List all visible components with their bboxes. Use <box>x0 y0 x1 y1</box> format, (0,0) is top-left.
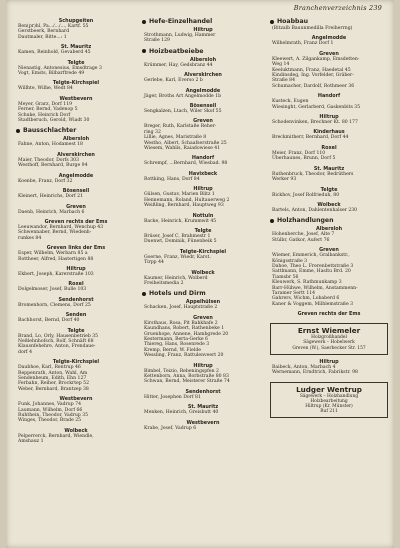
list-item: Tirpp 44 <box>144 260 164 266</box>
directory-section <box>142 363 264 385</box>
location-heading: Greven rechts der Ems <box>44 218 108 225</box>
location-heading: Greven links der Ems <box>46 245 106 252</box>
list-item: Maier, Theodor, Dorfs 303 <box>18 157 79 163</box>
list-item: Weg 14 <box>272 62 290 68</box>
list-item: Gülsen, Gustav, Marien Blitz 1 <box>144 192 215 198</box>
list-item: Kleuwerk, S. Rathmunkamp 3 <box>272 280 342 286</box>
list-item: Pelperrerck, Bernhard, Wiendle, <box>18 433 94 439</box>
list-item: Bartels, Anton, Dahlentenhalser 230 <box>272 207 358 213</box>
list-item: Gahrers, Wichm, Lobaberd 6 <box>272 296 340 302</box>
location-heading: Telgte <box>67 59 85 66</box>
category-title: Holzhandlungen <box>277 217 334 225</box>
directory-section <box>270 93 388 110</box>
directory-section <box>270 51 388 89</box>
directory-section <box>142 171 264 182</box>
list-item: Wilhelmrath, Franz Dorf 1 <box>272 41 334 47</box>
category-title: Hoizbeatbeiebe <box>149 47 204 55</box>
list-item: Stülbr, Gatkor, Aufert 76 <box>272 237 330 243</box>
list-item: Kirsthaus, Rosa, Pit Bahkhafe 2 <box>144 320 218 326</box>
directory-section <box>16 44 136 55</box>
list-item: Werker 93 <box>272 177 297 183</box>
directory-section <box>142 88 264 99</box>
location-heading: Greven <box>193 314 213 321</box>
category-heading <box>270 217 388 224</box>
location-heading: Greven <box>319 247 339 254</box>
directory-section <box>16 428 136 445</box>
directory-section <box>16 152 136 169</box>
list-item: Willhte, Wilhe, Wedt 84 <box>18 86 73 92</box>
category-heading <box>142 290 264 297</box>
ad-line: Sägewerk – Hobelwerk <box>303 340 355 346</box>
list-item: Wernemann, Erndtrich, Fabrikstr. 98 <box>272 370 358 376</box>
location-heading: Handorf <box>191 155 215 162</box>
list-item: Krümmer, Hay, Gedsbranz 44 <box>144 62 213 68</box>
list-item: Thiereg, Hans, Rosenrede 3 <box>144 342 210 348</box>
location-heading: Angelmodde <box>58 172 94 179</box>
location-heading: Greven <box>66 203 86 210</box>
location-heading: Telgte <box>320 186 338 193</box>
bullet-icon <box>142 20 146 24</box>
list-item: Taramer Sertt 114 <box>272 290 316 296</box>
directory-section <box>16 204 136 215</box>
directory-section <box>16 80 136 91</box>
category-title: Hotels und Dirm <box>149 290 206 298</box>
location-heading: St. Mauritz <box>187 404 219 411</box>
list-item: Sengkalzen, Ltach, Wiler Skof 55 <box>144 109 222 115</box>
ad-line: Holzbearbeitung <box>310 398 348 404</box>
location-heading: Alverskirchen <box>57 151 95 158</box>
directory-section <box>16 60 136 77</box>
bullet-icon <box>142 292 146 296</box>
list-item: Weber, Bernhard, Brantzep 38 <box>18 386 89 392</box>
list-item: Menken, Heinrich, Greisbutt 40 <box>144 410 219 416</box>
location-heading: Senden <box>65 312 87 319</box>
directory-section <box>142 118 264 151</box>
list-item: Westho, Albert, Schaafserstraße 25 <box>144 140 227 146</box>
list-item: Ekbert, Joseph, Karerstraße 103 <box>18 271 94 277</box>
directory-section <box>270 18 388 31</box>
list-item: Straße 84 <box>272 78 296 84</box>
directory-section <box>142 213 264 224</box>
location-heading: Alverskirchen <box>184 72 222 79</box>
list-item: Breger, Ruth, Karlstaße Reher- <box>144 124 217 130</box>
directory-page <box>6 0 394 548</box>
list-item: Brand, Lo, Orly, Hausenbetrieb 35 <box>18 333 99 339</box>
list-item: Meier, Franz, Dorf 110 <box>272 150 326 156</box>
location-heading: Telgte <box>194 227 212 234</box>
bullet-icon <box>142 49 146 53</box>
directory-section <box>142 315 264 359</box>
list-item: Tiamsbr 56 <box>272 274 299 280</box>
list-item: Königsstraße 3 <box>272 258 308 264</box>
location-heading: Westbevern <box>186 419 220 426</box>
list-item: Westhoff, Bernhard, Burge 94 <box>18 163 88 169</box>
directory-section <box>16 96 136 124</box>
directory-section <box>270 145 388 162</box>
list-item: dorf 4 <box>18 349 32 355</box>
location-heading: Wolbeck <box>191 269 215 276</box>
list-item: Bachhorst, Bernd, Dorf 40 <box>18 318 80 324</box>
list-item: Kindinsdeg, Ing. Vorfelder, Gräber- <box>272 73 354 79</box>
directory-section <box>16 281 136 292</box>
location-heading: Angelmodde <box>185 87 221 94</box>
list-item: Brüser, Josef C, Brahmestr 1 <box>144 233 211 239</box>
list-item: Sendenbeum, Edith, Ehn 127 <box>18 376 87 381</box>
list-item: Wiesinght, Gerlarberd, Gaskenbits 35 <box>272 104 361 110</box>
directory-section <box>16 396 136 424</box>
list-item: Duenwt, Dominik, Fünenbeik 5 <box>144 239 217 245</box>
directory-section <box>270 202 388 213</box>
directory-section <box>270 166 388 183</box>
list-item: Wessling, Franz, Rattulenveert 20 <box>144 353 224 359</box>
list-item: Sattlmann, Emme, Hasltu Brd. 20 <box>272 269 351 275</box>
list-item: Goerne, Franz, Wiedr, Karst. <box>144 254 211 260</box>
directory-section <box>16 359 136 392</box>
list-item: Wiesem, Wahlis, Raiadowiese 41 <box>144 146 221 152</box>
list-item: Überhaunes, Brunn, Dorf 5 <box>272 156 336 162</box>
directory-section <box>142 290 264 310</box>
list-item: Dahoe, Theo L. Frerenbettstraße 3 <box>272 263 354 269</box>
list-item: Kettenborn, Anna, Borbstraße 80 83 <box>144 374 229 379</box>
directory-section <box>142 48 264 68</box>
list-item: Backe, Heinrich, Krummwit 45 <box>144 218 217 224</box>
directory-section <box>16 245 136 262</box>
list-item: Jäger, Broths Art Angelmodde 1b <box>144 93 222 99</box>
location-heading: Havixbeck <box>188 170 218 177</box>
directory-section <box>142 103 264 114</box>
directory-section <box>142 270 264 287</box>
location-heading: Telgte-Kirchspiel <box>52 359 100 366</box>
location-heading: Schupgeiten <box>58 18 94 24</box>
list-item: Nienastig, Antonesius, Emsdtrage 3 <box>18 65 102 71</box>
location-heading: Westbevern <box>59 95 93 102</box>
directory-section <box>16 173 136 184</box>
list-item: Schumacher, Dardolf, Rothmeer 36 <box>272 83 355 89</box>
location-heading: Appelhülsen <box>185 299 221 306</box>
category-title: Hefe-Einzelhandel <box>149 18 213 25</box>
location-heading: Roxel <box>321 144 337 151</box>
directory-section <box>142 186 264 208</box>
list-item: Gruenhope, Annene, Hambgrede 20 <box>144 331 229 337</box>
location-heading: Westbevern <box>59 396 93 403</box>
location-heading: Hiltrup <box>193 27 213 33</box>
list-item: Bimbel, Teizio, Rebeningspfen 2 <box>144 368 219 374</box>
list-item: Kleewert, A. Zilgankamp, Emsdetten- <box>272 56 360 62</box>
directory-section <box>16 266 136 277</box>
directory-section <box>16 219 136 241</box>
directory-section <box>16 127 136 147</box>
location-heading: Wolbeck <box>317 201 341 208</box>
list-item: Keeluktmann, Franz, Haedetal 45 <box>272 67 351 73</box>
list-item: Kleinert, Heinrichs, Dorf 21 <box>18 194 84 200</box>
list-item: Vogt, Emsts, Bilbarftrede 49 <box>18 71 85 77</box>
list-item: Daubhoe, Karl, Rentrup 46 <box>18 365 81 371</box>
directory-section <box>270 35 388 46</box>
ad-line: Hiltrup (Kr. Münster) <box>305 404 353 410</box>
list-item: Kusteck, Eugen <box>272 99 309 105</box>
ad-line: Sägewerk – Holzhandlung <box>299 393 359 399</box>
advertisement-box <box>270 382 388 419</box>
ad-line: Holzgroßhandel <box>311 335 347 341</box>
location-heading: Greven <box>319 50 339 57</box>
ad-company-name: Ernst Wiemeler <box>297 326 361 336</box>
list-item: Ruhthein, Theodor, Vadrup 35 <box>18 413 89 419</box>
list-item: Reppenrath, Anton, Wahl, Am <box>18 370 88 376</box>
list-item: Amshauz 1 <box>18 439 44 445</box>
location-heading: Greven <box>193 118 213 125</box>
location-heading: Hiltrup <box>193 186 213 193</box>
list-item: Strothmann, Ludwig, Hammer <box>144 33 216 38</box>
list-item: Dolgelmoser, Josef, Bulle 103 <box>18 287 87 293</box>
location-heading: Angelmodde <box>311 35 347 42</box>
location-heading: Telgte-Kirchspiel <box>52 80 100 87</box>
column-1 <box>16 14 136 542</box>
category-heading <box>270 18 388 25</box>
list-item: Kaundhans, Robert, Rathenbeke 1 <box>144 326 225 332</box>
list-item: Ruthenbruck, Theodor, Bedrüthers <box>272 171 354 177</box>
list-item: Gerlebe, Karl, Everso 2 b <box>144 78 203 84</box>
list-item: Schwennaber, Bernd, Wiedenh- <box>18 230 92 236</box>
list-item: Weißling, Bernhard, Hauptweg 93 <box>144 203 224 209</box>
list-item: Schwan, Bernd, Meisterer Straße 74 <box>144 379 230 385</box>
list-item: Daenb, Heinrich, Marbach 6 <box>18 209 85 215</box>
location-heading: Telgte <box>67 327 85 334</box>
list-item: Gerstbeerk, Bernhard <box>18 29 70 35</box>
list-item: Winges, Theodor, Brade 25 <box>18 418 82 424</box>
location-heading: Sendenhorst <box>58 296 94 303</box>
list-item: Bickhov, Josef Rolfrieduh, 80 <box>272 192 340 198</box>
bullet-icon <box>270 219 274 223</box>
location-heading: Hiltrup <box>319 358 339 365</box>
list-item: Hohenberche, Josef, Alte 7 <box>272 232 335 238</box>
list-item: Rottking, Hans, Dorf 84 <box>144 176 200 182</box>
ad-company-name: Ludger Wentrup <box>296 384 362 394</box>
list-item: Kamen, Reinhold, Gevaberd 45 <box>18 50 91 56</box>
list-item: Stadtberuch, Gerold, Wiadt 30 <box>18 118 90 124</box>
directory-section <box>142 155 264 166</box>
location-heading: Albersloh <box>315 226 343 233</box>
list-item: Esper, Wilhelm, Werbarn 85 a <box>18 251 88 257</box>
advertisement-box <box>270 323 388 355</box>
list-item: Ferner, Bernd, Vadenop 5 <box>18 107 78 113</box>
list-item: Koenbe, Franz, Dorf 32 <box>18 178 73 184</box>
location-heading: Albersloh <box>189 56 217 63</box>
list-item: Freiheitsmedia 2 <box>144 280 184 286</box>
column-2 <box>142 14 264 542</box>
list-item: Rottheer, Alfred, Hastertigen 88 <box>18 256 94 262</box>
category-heading <box>142 18 264 25</box>
directory-section <box>270 247 388 307</box>
directory-section <box>16 18 136 40</box>
bullet-icon <box>270 20 274 24</box>
list-item: Hitter, Josephen Dorf 81 <box>144 394 201 400</box>
category-title: Bausschlachter <box>23 127 77 135</box>
list-item: Wiemer, Emmerich, Gralbankstr., <box>272 253 350 259</box>
list-item: Barr-Hühwe, Wilhelm, Anstammenn- <box>272 285 358 291</box>
ad-line: Greven (W.), Saerbecker Str. 157 <box>292 345 366 351</box>
list-item: Ben(pr)hl, Pa.../.../..., Kartf. 55 <box>18 24 89 29</box>
list-item: Lillie, Agnes, Maristraße 8 <box>144 135 207 141</box>
list-item: Schodenvinken, Brechner Kt. 80 177 <box>272 120 358 126</box>
list-item: Kaner & Voggem, Milhlemstraße 3 <box>272 301 354 307</box>
list-item: Schacken, Josef, Hauptstraße 2 <box>144 305 218 311</box>
directory-section <box>142 18 264 44</box>
location-heading: Wolbeck <box>64 427 88 434</box>
directory-section <box>270 187 388 198</box>
directory-section <box>142 249 264 266</box>
list-item: Baibeck, Anton, Marbach 4 <box>272 364 336 370</box>
list-item: Laumann, Wilhelm, Dorf 66 <box>18 407 83 413</box>
location-heading: Albersloh <box>62 136 90 143</box>
list-item: Krabe, Josef, Vadrup 6 <box>144 425 197 431</box>
list-item: Hennemann, Roland, Hultauerweg 2 <box>144 197 230 203</box>
location-heading: Hiltrup <box>193 362 213 369</box>
location-heading: Telgte-Kirchspiel <box>179 248 227 255</box>
list-item: runkes 84 <box>18 235 42 241</box>
columns-container <box>16 14 388 542</box>
directory-section <box>270 359 388 376</box>
directory-section <box>16 312 136 323</box>
list-item: Meyer, Grarz, Dorf 119 <box>18 101 73 107</box>
list-item: Funk, Johannes, Vadrup 74 <box>18 402 82 408</box>
location-heading: St. Mauritz <box>313 165 345 172</box>
list-item: Ferbahn, Reiher, Brockrtep 52 <box>18 381 90 387</box>
column-3 <box>270 14 388 542</box>
list-item: Breckmitherr, Bernhard, Dorf 44 <box>272 135 349 141</box>
location-heading: St. Mauritz <box>60 44 92 51</box>
directory-section <box>142 389 264 400</box>
location-heading: Bösensell <box>62 188 90 195</box>
location-heading: Sendenhorst <box>185 388 221 395</box>
list-item: Schrempf, ...Bernhard, Wiesbad. 98 <box>144 161 228 167</box>
list-item: Schuke, Heinrich Dorf <box>18 112 71 118</box>
category-heading <box>142 48 264 55</box>
location-heading: Greven rechts der Ems <box>297 311 361 318</box>
category-heading <box>16 127 136 134</box>
directory-section <box>16 188 136 199</box>
location-heading: Kinderhaus <box>313 129 345 136</box>
location-heading: Handorf <box>317 93 341 100</box>
location-heading: Bösensell <box>189 103 217 110</box>
category-title: Hoabbau <box>277 18 309 25</box>
list-item: Fahne, Anton, Hodamest 18 <box>18 142 83 148</box>
list-item: Leeuwandor, Bernhard, Wenchup 43 <box>18 224 104 230</box>
directory-section <box>142 404 264 415</box>
location-heading: Roxel <box>68 281 84 288</box>
ad-line: Ruf 211 <box>320 409 338 415</box>
directory-section <box>270 217 388 243</box>
list-item: Kestermann, Berta-Gerke 6 <box>144 336 208 342</box>
running-head: Branchenverzeichnis 239 <box>293 4 382 12</box>
list-item: Bromenhorn, Clemens, Dorf 25 <box>18 302 91 308</box>
list-item: (Bitzalb Bauunmedilla Freiherrng) <box>272 26 353 31</box>
bullet-icon <box>16 129 20 133</box>
list-item: ring 32 <box>144 129 161 135</box>
location-heading: Nottuln <box>192 212 214 219</box>
directory-section <box>270 114 388 125</box>
location-heading: Hiltrup <box>319 114 339 121</box>
directory-section <box>16 297 136 308</box>
directory-section <box>270 311 388 317</box>
directory-section <box>142 228 264 245</box>
directory-section <box>142 72 264 83</box>
list-item: Kremp, Bernd, W. Fielde <box>144 347 202 353</box>
list-item: Dautmaler, Bitte...: 1 <box>18 34 67 40</box>
list-item: Klausnfehehre, Anton, Frendaue- <box>18 344 96 350</box>
list-item: Kaumer, Heinrich, Wolberd <box>144 275 208 281</box>
directory-section <box>16 328 136 356</box>
list-item: Straße 129 <box>144 38 170 44</box>
directory-section <box>270 129 388 140</box>
directory-section <box>142 420 264 431</box>
list-item: Neßlehnhofsch, Rolf, Schnäft 68 <box>18 338 94 344</box>
location-heading: Hiltrup <box>66 265 86 272</box>
